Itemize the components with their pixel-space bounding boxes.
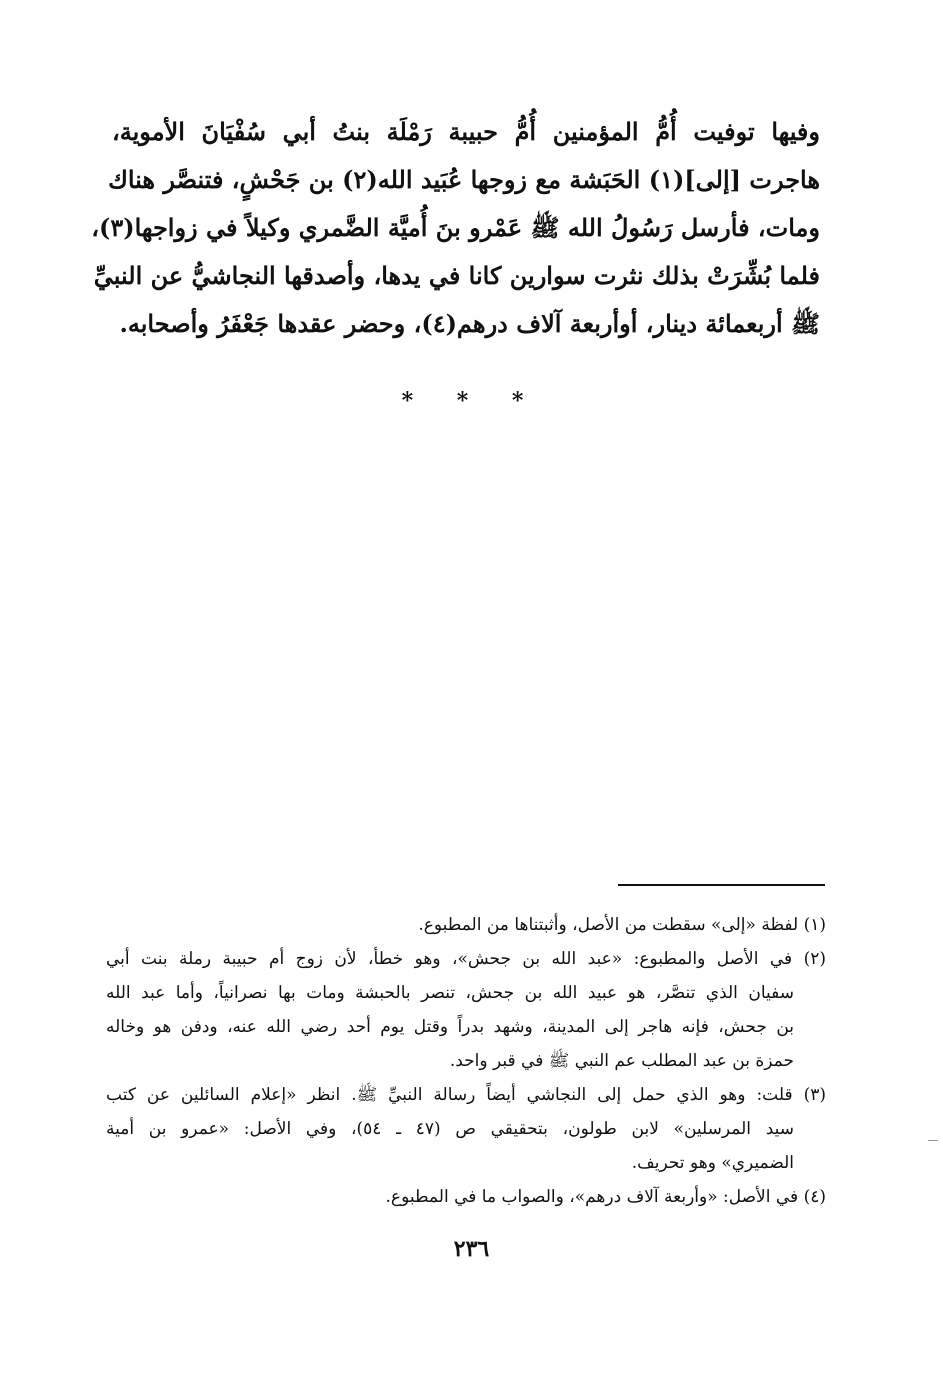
footnote-line: (٤) في الأصل: «وأربعة آلاف درهم»، والصواب ما في المطبوع. — [385, 1187, 826, 1207]
main-line-3: ومات، فأرسل رَسُولُ الله ﷺ عَمْرو بنَ أُميَّة الضَّمري وكيلاً في زواجها(٣)، — [91, 213, 820, 242]
margin-mark — [928, 1140, 938, 1141]
footnote-1 — [106, 908, 826, 942]
footnote-4 — [106, 1180, 826, 1214]
main-line-2: هاجرت [إلى](١) الحَبَشة مع زوجها عُبَيد الله(٢) بن جَحْشٍ، فتنصَّر هناك — [108, 165, 820, 194]
footnote-line: سيد المرسلين» لابن طولون، بتحقيقي ص (٤٧ ـ ٥٤)، وفي الأصل: «عمرو بن أمية — [106, 1119, 794, 1139]
footnote-2 — [106, 942, 826, 1078]
main-line-4: فلما بُشِّرَتْ بذلك نثرت سوارين كانا في يدها، وأصدقها النجاشيُّ عن النبيِّ — [93, 261, 820, 290]
section-separator: * * * — [401, 388, 542, 414]
footnote-line: حمزة بن عبد المطلب عم النبي ﷺ في قبر واحد. — [449, 1051, 794, 1071]
main-paragraph — [91, 108, 820, 348]
footnote-line: سفيان الذي تنصَّر، هو عبيد الله بن جحش، تنصر بالحبشة ومات بها نصرانياً، وأما عبد الله — [106, 983, 794, 1003]
footnote-line: (١) لفظة «إلى» سقطت من الأصل، وأثبتناها من المطبوع. — [418, 915, 826, 935]
footnote-line: بن جحش، فإنه هاجر إلى المدينة، وشهد بدراً وقتل يوم أحد رضي الله عنه، ودفن هو وخاله — [106, 1017, 794, 1037]
main-line-5: ﷺ أربعمائة دينار، أوأربعة آلاف درهم(٤)، وحضر عقدها جَعْفَرُ وأصحابه. — [119, 309, 820, 338]
footnotes — [106, 908, 826, 1214]
page-number: ٢٣٦ — [453, 1236, 490, 1262]
main-line-1: وفيها توفيت أُمُّ المؤمنين أُمُّ حبيبة رَمْلَة بنتُ أبي سُفْيَانَ الأموية، — [112, 117, 820, 146]
footnote-divider — [618, 884, 825, 886]
footnote-3 — [106, 1078, 826, 1180]
footnote-line: (٢) في الأصل والمطبوع: «عبد الله بن جحش»، وهو خطأ، لأن زوج أم حبيبة رملة بنت أبي — [106, 949, 826, 969]
footnote-line: (٣) قلت: وهو الذي حمل إلى النجاشي أيضاً رسالة النبيِّ ﷺ. انظر «إعلام السائلين عن كتب — [106, 1085, 826, 1105]
footnote-line: الضميري» وهو تحريف. — [631, 1153, 794, 1173]
